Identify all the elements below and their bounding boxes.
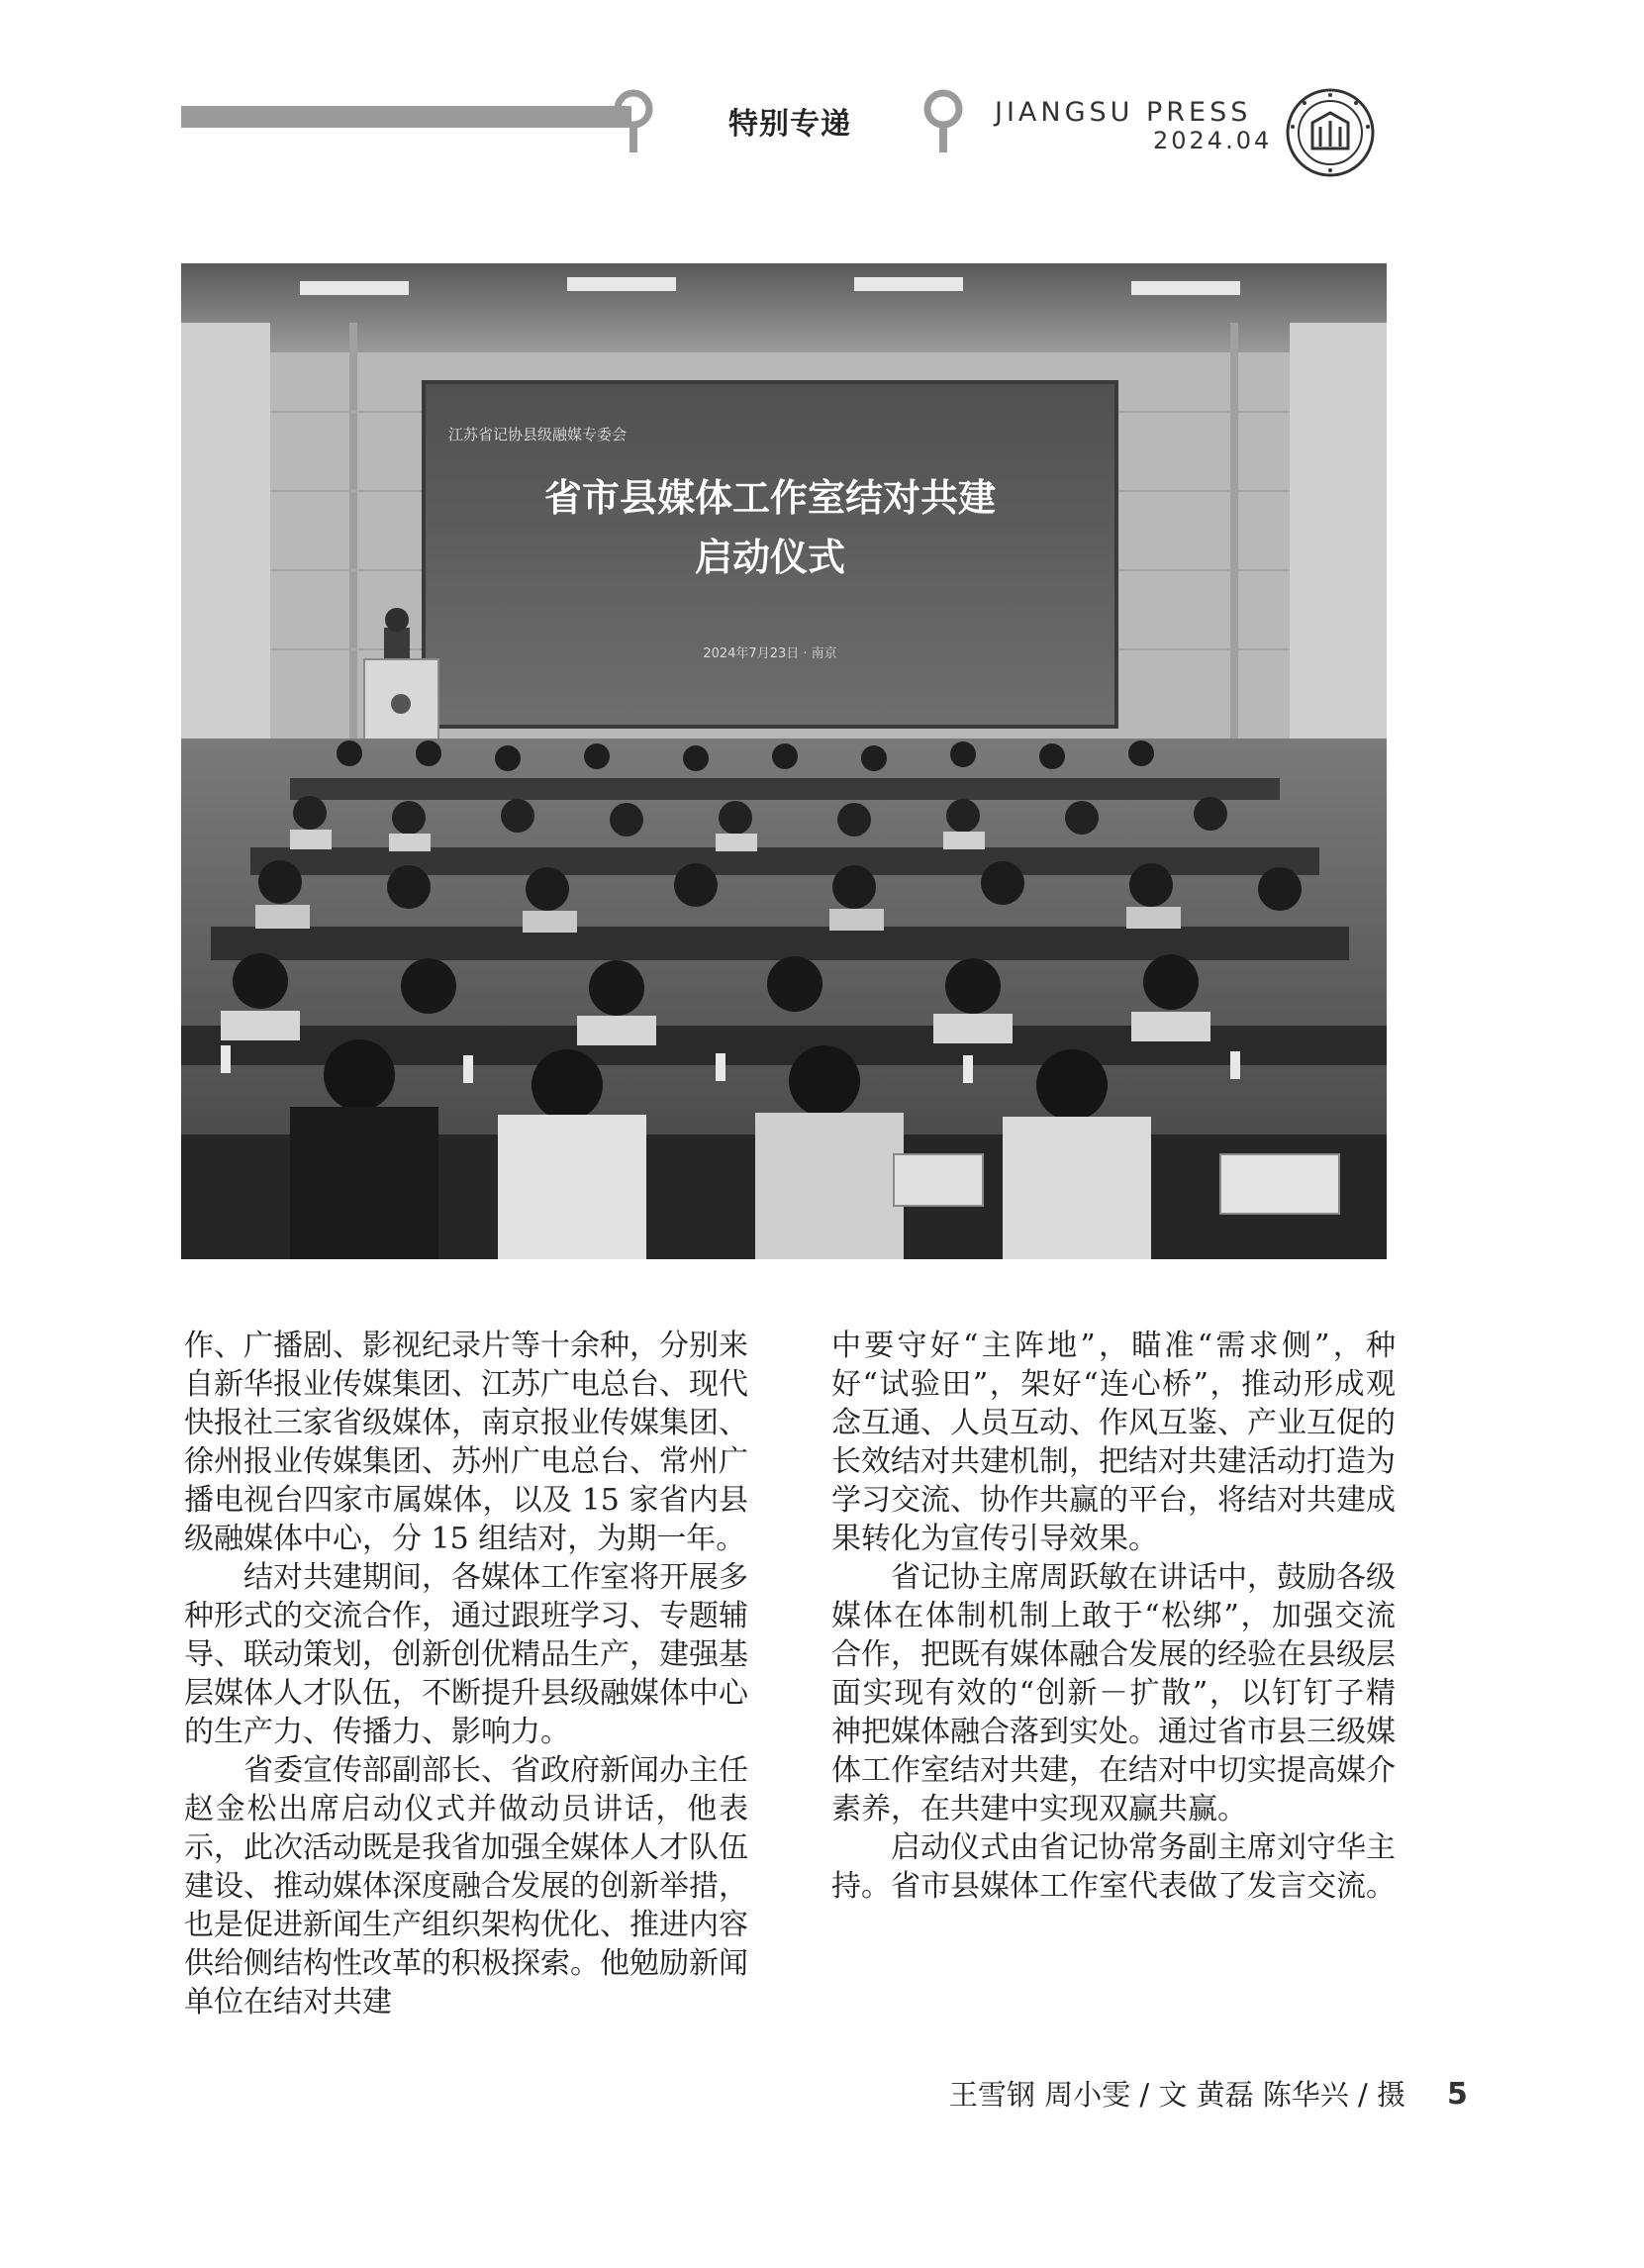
paragraph: 启动仪式由省记协常务副主席刘守华主持。省市县媒体工作室代表做了发言交流。 — [831, 1830, 1396, 1904]
magazine-name: JIANGSU PRESS — [995, 97, 1252, 128]
screen-date: 2024年7月23日 · 南京 — [703, 646, 837, 661]
paragraph: 省委宣传部副部长、省政府新闻办主任赵金松出席启动仪式并做动员讲话，他表示，此次活动既是我省加强全媒体人才队伍建设、推动媒体深度融合发展的创新举措，也是促进新闻生产组织架构优化、推进内容供给侧结构性改革的积极探索。他勉励新闻单位在结对共建 — [184, 1753, 748, 2020]
meeting-photo — [181, 263, 1387, 1259]
screen-title-line2: 启动仪式 — [694, 536, 846, 579]
article-right-column — [831, 1327, 1396, 1906]
header-bar-left — [181, 106, 631, 128]
paragraph: 省记协主席周跃敏在讲话中，鼓励各级媒体在体制机制上敢于“松绑”，加强交流合作，把既有媒体融合发展的经验在县级层面实现有效的“创新－扩散”，以钉钉子精神把媒体融合落到实处。通过省市县三级媒体工作室结对共建，在结对中切实提高媒介素养，在共建中实现双赢共赢。 — [831, 1560, 1396, 1826]
issue-number: 2024.04 — [1153, 127, 1273, 154]
paragraph: 结对共建期间，各媒体工作室将开展多种形式的交流合作，通过跟班学习、专题辅导、联动策划，创新创优精品生产，建强基层媒体人才队伍，不断提升县级融媒体中心的生产力、传播力、影响力。 — [184, 1560, 748, 1749]
association-seal-icon — [1285, 87, 1376, 178]
map-pin-icon — [923, 89, 963, 154]
screen-subtitle: 江苏省记协县级融媒专委会 — [448, 426, 628, 444]
map-pin-icon — [614, 89, 653, 154]
article-left-column — [184, 1327, 748, 2021]
author-credit: 王雪钢 周小雯 / 文 黄磊 陈华兴 / 摄 — [948, 2078, 1405, 2112]
screen-title-line1: 省市县媒体工作室结对共建 — [543, 476, 997, 520]
section-title: 特别专递 — [728, 107, 851, 142]
paragraph: 中要守好“主阵地”，瞄准“需求侧”，种好“试验田”，架好“连心桥”，推动形成观念互通、人员互动、作风互鉴、产业互促的长效结对共建机制，把结对共建活动打造为学习交流、协作共赢的平台，将结对共建成果转化为宣传引导效果。 — [831, 1329, 1396, 1556]
paragraph: 作、广播剧、影视纪录片等十余种，分别来自新华报业传媒集团、江苏广电总台、现代快报社三家省级媒体，南京报业传媒集团、徐州报业传媒集团、苏州广电总台、常州广播电视台四家市属媒体，以及 15 家省内县级融媒体中心，分 15 组结对，为期一年。 — [184, 1329, 748, 1556]
page-number: 5 — [1447, 2077, 1468, 2112]
